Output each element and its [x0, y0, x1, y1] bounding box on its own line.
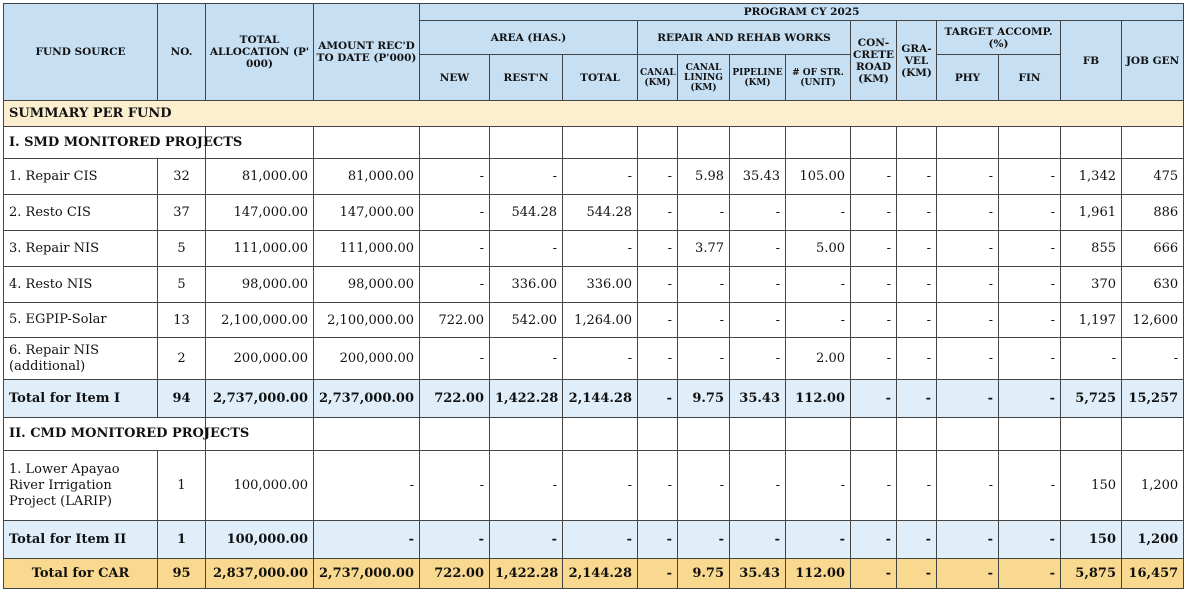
cell-canal: - [638, 303, 678, 338]
cell-pipeline: - [730, 521, 786, 559]
cell-new: 722.00 [420, 303, 490, 338]
cell-total: 336.00 [563, 267, 638, 303]
cell-no: 2 [158, 338, 206, 380]
header-canal: CANAL (KM) [638, 55, 678, 101]
cell-fb: 5,725 [1061, 380, 1122, 418]
cell-job: 666 [1122, 231, 1184, 267]
header-fb: FB [1061, 21, 1122, 101]
cell-job: 475 [1122, 159, 1184, 195]
cell-no: 32 [158, 159, 206, 195]
row-label: Total for Item I [4, 380, 158, 418]
cell-alloc: 2,100,000.00 [206, 303, 314, 338]
cell-canal: - [638, 380, 678, 418]
header-canal-lining: CANAL LINING (KM) [678, 55, 730, 101]
cell-no: 37 [158, 195, 206, 231]
cell-total: - [563, 338, 638, 380]
cell-pipeline: - [730, 338, 786, 380]
header-restn: REST'N [490, 55, 563, 101]
cell-fin: - [999, 195, 1061, 231]
cell-road: - [851, 521, 897, 559]
cell-canal: - [638, 159, 678, 195]
cell-no: 13 [158, 303, 206, 338]
cell-phy: - [937, 267, 999, 303]
cell-fb: 1,961 [1061, 195, 1122, 231]
cell-gravel: - [897, 303, 937, 338]
row-label: Total for Item II [4, 521, 158, 559]
row-label: 2. Resto CIS [4, 195, 158, 231]
cell-restn: - [490, 521, 563, 559]
cell-str: 105.00 [786, 159, 851, 195]
cell-alloc: 200,000.00 [206, 338, 314, 380]
cell-recd: 2,737,000.00 [314, 559, 420, 589]
row-label: Total for CAR [4, 559, 158, 589]
cell-pipeline: - [730, 267, 786, 303]
cell-job: 1,200 [1122, 521, 1184, 559]
table-row [4, 338, 1184, 380]
cell-lining: 3.77 [678, 231, 730, 267]
cell-total: 2,144.28 [563, 559, 638, 589]
cell-new: 722.00 [420, 559, 490, 589]
cell-lining: - [678, 451, 730, 521]
cell-str: - [786, 521, 851, 559]
cell-str: - [786, 303, 851, 338]
cell-new: - [420, 521, 490, 559]
cell-job: 886 [1122, 195, 1184, 231]
header-program: PROGRAM CY 2025 [420, 4, 1184, 21]
cell-recd: - [314, 451, 420, 521]
cell-canal: - [638, 451, 678, 521]
cell-phy: - [937, 303, 999, 338]
cell-total: - [563, 451, 638, 521]
cell-recd: - [314, 521, 420, 559]
header-fund-source: FUND SOURCE [4, 4, 158, 101]
cell-restn: - [490, 159, 563, 195]
cell-new: - [420, 338, 490, 380]
header-gravel: GRA- VEL (KM) [897, 21, 937, 101]
cell-recd: 2,100,000.00 [314, 303, 420, 338]
cell-pipeline: 35.43 [730, 159, 786, 195]
cell-recd: 111,000.00 [314, 231, 420, 267]
cell-gravel: - [897, 231, 937, 267]
cell-gravel: - [897, 451, 937, 521]
cell-job: 15,257 [1122, 380, 1184, 418]
summary-per-fund-label: SUMMARY PER FUND [4, 101, 1184, 127]
table-row [4, 303, 1184, 338]
table-body [4, 101, 1184, 589]
header-new: NEW [420, 55, 490, 101]
total-row [4, 521, 1184, 559]
cell-str: 112.00 [786, 380, 851, 418]
cell-str: 112.00 [786, 559, 851, 589]
cell-lining: - [678, 195, 730, 231]
cell-pipeline: - [730, 451, 786, 521]
cell-fin: - [999, 559, 1061, 589]
cell-pipeline: 35.43 [730, 559, 786, 589]
cell-job: 1,200 [1122, 451, 1184, 521]
cell-job: 630 [1122, 267, 1184, 303]
cell-phy: - [937, 338, 999, 380]
cell-fin: - [999, 267, 1061, 303]
cell-fb: 5,875 [1061, 559, 1122, 589]
section-title: II. CMD MONITORED PROJECTS [4, 418, 206, 451]
table-row [4, 267, 1184, 303]
cell-str: - [786, 267, 851, 303]
total-row [4, 380, 1184, 418]
cell-fin: - [999, 338, 1061, 380]
cell-lining: - [678, 521, 730, 559]
cell-restn: - [490, 451, 563, 521]
cell-canal: - [638, 338, 678, 380]
header-repair-rehab: REPAIR AND REHAB WORKS [638, 21, 851, 55]
cell-phy: - [937, 380, 999, 418]
cell-no: 1 [158, 521, 206, 559]
cell-canal: - [638, 195, 678, 231]
cell-phy: - [937, 559, 999, 589]
cell-recd: 98,000.00 [314, 267, 420, 303]
cell-recd: 81,000.00 [314, 159, 420, 195]
cell-gravel: - [897, 159, 937, 195]
cell-job: 12,600 [1122, 303, 1184, 338]
cell-job: 16,457 [1122, 559, 1184, 589]
cell-fin: - [999, 521, 1061, 559]
table-row [4, 231, 1184, 267]
cell-fb: - [1061, 338, 1122, 380]
cell-restn: 544.28 [490, 195, 563, 231]
cell-total: 544.28 [563, 195, 638, 231]
cell-job: - [1122, 338, 1184, 380]
row-label: 1. Repair CIS [4, 159, 158, 195]
cell-no: 5 [158, 267, 206, 303]
cell-road: - [851, 451, 897, 521]
cell-gravel: - [897, 267, 937, 303]
cell-road: - [851, 159, 897, 195]
header-phy: PHY [937, 55, 999, 101]
row-label: 4. Resto NIS [4, 267, 158, 303]
cell-fb: 150 [1061, 521, 1122, 559]
cell-gravel: - [897, 195, 937, 231]
cell-pipeline: - [730, 303, 786, 338]
table-row [4, 195, 1184, 231]
cell-alloc: 100,000.00 [206, 521, 314, 559]
header-target-accomp: TARGET ACCOMP. (%) [937, 21, 1061, 55]
cell-alloc: 2,737,000.00 [206, 380, 314, 418]
cell-road: - [851, 195, 897, 231]
cell-gravel: - [897, 521, 937, 559]
cell-recd: 2,737,000.00 [314, 380, 420, 418]
table-row [4, 159, 1184, 195]
cell-fin: - [999, 380, 1061, 418]
cell-recd: 200,000.00 [314, 338, 420, 380]
cell-road: - [851, 231, 897, 267]
cell-fb: 1,342 [1061, 159, 1122, 195]
cell-pipeline: - [730, 231, 786, 267]
cell-pipeline: 35.43 [730, 380, 786, 418]
header-area-total: TOTAL [563, 55, 638, 101]
cell-alloc: 147,000.00 [206, 195, 314, 231]
cell-lining: - [678, 303, 730, 338]
cell-phy: - [937, 195, 999, 231]
cell-lining: 9.75 [678, 380, 730, 418]
cell-gravel: - [897, 559, 937, 589]
row-label: 6. Repair NIS (additional) [4, 338, 158, 380]
cell-lining: - [678, 267, 730, 303]
cell-str: - [786, 451, 851, 521]
cell-alloc: 98,000.00 [206, 267, 314, 303]
header-total-allocation: TOTAL ALLOCATION (P' 000) [206, 4, 314, 101]
cell-road: - [851, 267, 897, 303]
cell-new: - [420, 451, 490, 521]
cell-total: 2,144.28 [563, 380, 638, 418]
cell-restn: 542.00 [490, 303, 563, 338]
cell-restn: - [490, 338, 563, 380]
cell-gravel: - [897, 380, 937, 418]
row-label: 3. Repair NIS [4, 231, 158, 267]
cell-fin: - [999, 451, 1061, 521]
section-cmd-title [4, 418, 1184, 451]
section-smd-title: I. SMD MONITORED PROJECTS [4, 127, 206, 159]
header-area: AREA (HAS.) [420, 21, 638, 55]
cell-new: - [420, 159, 490, 195]
cell-fin: - [999, 159, 1061, 195]
header-concrete-road: CON- CRETE ROAD (KM) [851, 21, 897, 101]
cell-total: - [563, 159, 638, 195]
cell-lining: - [678, 338, 730, 380]
cell-str: - [786, 195, 851, 231]
header-amount-received: AMOUNT REC'D TO DATE (P'000) [314, 4, 420, 101]
cell-no: 1 [158, 451, 206, 521]
cell-canal: - [638, 267, 678, 303]
header-job-gen: JOB GEN [1122, 21, 1184, 101]
cell-str: 2.00 [786, 338, 851, 380]
cell-canal: - [638, 521, 678, 559]
cell-restn: 336.00 [490, 267, 563, 303]
cell-gravel: - [897, 338, 937, 380]
cell-recd: 147,000.00 [314, 195, 420, 231]
header-pipeline: PIPELINE (KM) [730, 55, 786, 101]
header-num-structures: # OF STR. (UNIT) [786, 55, 851, 101]
cell-new: 722.00 [420, 380, 490, 418]
cell-total: - [563, 521, 638, 559]
cell-pipeline: - [730, 195, 786, 231]
header-no: NO. [158, 4, 206, 101]
cell-alloc: 81,000.00 [206, 159, 314, 195]
cell-phy: - [937, 159, 999, 195]
table-row [4, 451, 1184, 521]
program-table [3, 3, 1184, 589]
cell-fin: - [999, 231, 1061, 267]
cell-str: 5.00 [786, 231, 851, 267]
row-label: 1. Lower Apayao River Irrigation Project (LARIP) [4, 451, 158, 521]
cell-fb: 150 [1061, 451, 1122, 521]
cell-no: 95 [158, 559, 206, 589]
cell-road: - [851, 559, 897, 589]
cell-fb: 855 [1061, 231, 1122, 267]
cell-fb: 1,197 [1061, 303, 1122, 338]
cell-new: - [420, 267, 490, 303]
cell-road: - [851, 380, 897, 418]
cell-canal: - [638, 231, 678, 267]
total-row [4, 559, 1184, 589]
cell-phy: - [937, 521, 999, 559]
cell-no: 94 [158, 380, 206, 418]
row-label: 5. EGPIP-Solar [4, 303, 158, 338]
cell-canal: - [638, 559, 678, 589]
cell-lining: 5.98 [678, 159, 730, 195]
cell-fb: 370 [1061, 267, 1122, 303]
cell-phy: - [937, 231, 999, 267]
cell-road: - [851, 303, 897, 338]
cell-fin: - [999, 303, 1061, 338]
cell-alloc: 100,000.00 [206, 451, 314, 521]
cell-total: - [563, 231, 638, 267]
cell-new: - [420, 231, 490, 267]
cell-restn: - [490, 231, 563, 267]
header-fin: FIN [999, 55, 1061, 101]
cell-restn: 1,422.28 [490, 380, 563, 418]
cell-total: 1,264.00 [563, 303, 638, 338]
cell-no: 5 [158, 231, 206, 267]
cell-new: - [420, 195, 490, 231]
cell-road: - [851, 338, 897, 380]
cell-alloc: 111,000.00 [206, 231, 314, 267]
cell-alloc: 2,837,000.00 [206, 559, 314, 589]
cell-lining: 9.75 [678, 559, 730, 589]
cell-phy: - [937, 451, 999, 521]
cell-restn: 1,422.28 [490, 559, 563, 589]
